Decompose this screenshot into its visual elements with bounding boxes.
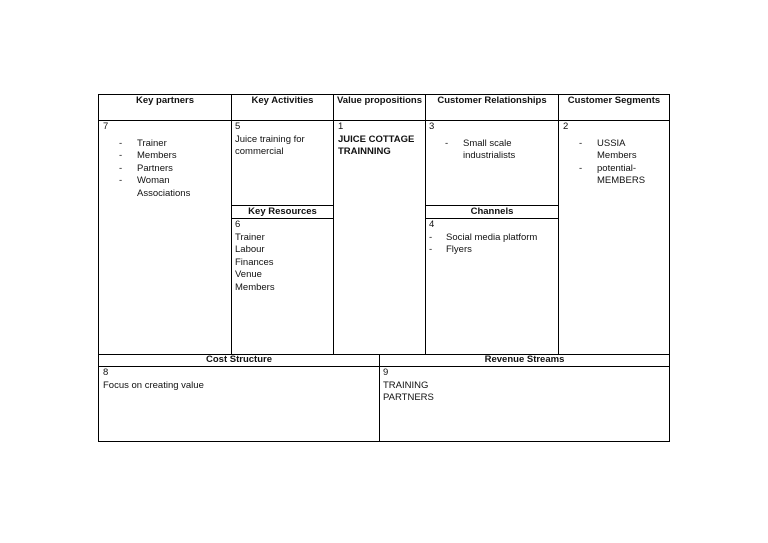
customer-segments-number: 2: [563, 121, 569, 132]
value-propositions-cell: [338, 121, 424, 159]
list-item: TRAINING: [383, 379, 429, 391]
header-value-propositions: Value propositions: [337, 95, 422, 106]
header-key-resources: Key Resources: [248, 206, 317, 217]
header-cost-structure: Cost Structure: [206, 354, 272, 365]
list-item: - Woman Associations: [103, 175, 193, 200]
list-item: - Partners: [103, 163, 229, 176]
key-activities-number: 5: [235, 121, 241, 132]
bottom-col-divider: [379, 354, 380, 441]
list-item: - potential-MEMBERS: [563, 163, 641, 188]
customer-segments-cell: [563, 121, 667, 188]
cost-structure-cell: [103, 367, 375, 392]
col-divider-4: [558, 95, 559, 354]
list-item: Members: [235, 281, 275, 293]
col-divider-3: [425, 95, 426, 354]
key-partners-cell: [103, 121, 229, 200]
revenue-streams-number: 9: [383, 367, 389, 378]
list-item: Finances: [235, 256, 274, 268]
list-item: - Small scale industrialists: [429, 138, 519, 163]
cost-structure-number: 8: [103, 367, 109, 378]
key-resources-number: 6: [235, 219, 241, 230]
col-divider-2: [333, 95, 334, 354]
channels-cell: [429, 219, 555, 257]
channels-number: 4: [429, 219, 435, 230]
list-item: - Flyers: [429, 244, 555, 257]
revenue-streams-cell: [383, 367, 665, 405]
list-item: - USSIA Members: [563, 138, 639, 163]
value-propositions-text-line: TRAINNING: [338, 146, 391, 157]
list-item: Labour: [235, 244, 265, 255]
col-divider-1: [231, 95, 232, 354]
list-item: - Members: [103, 150, 229, 163]
cost-structure-text: Focus on creating value: [103, 379, 204, 391]
key-activities-cell: [235, 121, 331, 159]
key-activities-text-line: commercial: [235, 146, 284, 157]
list-item: - Trainer: [103, 138, 229, 151]
key-partners-number: 7: [103, 121, 109, 132]
header-revenue-streams: Revenue Streams: [484, 354, 565, 365]
key-activities-text-line: Juice training for: [235, 133, 305, 145]
list-item: Trainer: [235, 231, 265, 243]
list-item: PARTNERS: [383, 392, 434, 403]
key-partners-list: [103, 138, 229, 201]
customer-relationships-number: 3: [429, 121, 435, 132]
customer-segments-list: [563, 138, 667, 188]
header-customer-relationships: Customer Relationships: [437, 95, 547, 106]
list-item: - Social media platform: [429, 232, 555, 245]
value-propositions-number: 1: [338, 121, 344, 132]
header-key-partners: Key partners: [135, 95, 195, 106]
list-item: Venue: [235, 269, 262, 280]
header-channels: Channels: [470, 206, 514, 217]
business-model-canvas: [98, 94, 670, 442]
channels-list: [429, 232, 555, 257]
customer-relationships-cell: [429, 121, 555, 163]
customer-relationships-list: [429, 138, 555, 163]
header-key-activities: Key Activities: [251, 95, 314, 106]
key-resources-cell: [235, 219, 331, 294]
value-propositions-text-line: JUICE COTTAGE: [338, 133, 415, 145]
header-customer-segments: Customer Segments: [567, 95, 661, 106]
